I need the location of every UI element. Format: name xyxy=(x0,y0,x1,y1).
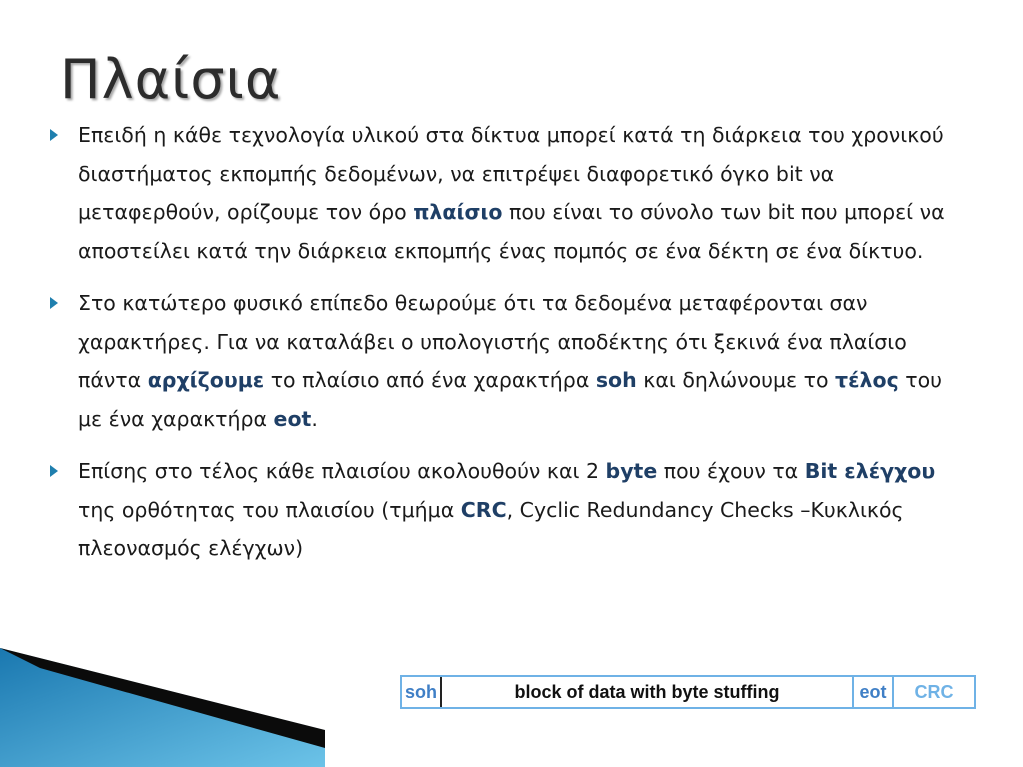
frame-soh-segment: soh xyxy=(402,677,442,707)
bullet-item xyxy=(50,452,950,568)
bullet-keyword: CRC xyxy=(460,497,507,522)
bullet-item xyxy=(50,116,950,270)
bullet-text: που είναι το σύνολο των bit που μπορεί να αποστείλει κατά την διάρκεια εκπομπής ένας πομπός σε ένα δέκτη σε ένα δίκτυο. xyxy=(78,200,945,263)
bullet-keyword: πλαίσιο xyxy=(413,200,503,224)
frame-crc-segment: CRC xyxy=(914,681,954,702)
bullet-text: , Cyclic Redundancy Checks –Κυκλικός πλεονασμός ελέγχων) xyxy=(78,497,904,560)
corner-decoration xyxy=(0,648,330,767)
bullet-text: Επίσης στο τέλος κάθε πλαισίου ακολουθούν και 2 xyxy=(78,459,606,483)
bullet-item xyxy=(50,284,950,438)
bullet-keyword: τέλος xyxy=(835,368,899,392)
bullet-keyword: byte xyxy=(605,459,658,483)
bullet-text: και δηλώνουμε το xyxy=(636,368,836,392)
bullet-list xyxy=(50,116,950,582)
bullet-text: Στο κατώτερο φυσικό επίπεδο θεωρούμε ότι τα δεδομένα μεταφέρονται σαν χαρακτήρες. Για να καταλάβει ο υπολογιστής αποδέκτης ότι ξεκινά ένα πλαίσιο πάντα xyxy=(78,291,907,392)
triangle-bullet-icon xyxy=(50,129,58,141)
frame-data-segment: block of data with byte stuffing xyxy=(442,677,854,707)
frame-diagram xyxy=(400,675,976,709)
frame-eot-segment: eot xyxy=(854,677,894,707)
slide-title: Πλαίσια xyxy=(60,48,282,111)
bullet-text: . xyxy=(311,406,318,431)
bullet-text: Επειδή η κάθε τεχνολογία υλικού στα δίκτυα μπορεί κατά τη διάρκεια του χρονικού διαστήματος εκπομπής δεδομένων, να επιτρέψει διαφορετικό όγκο bit να μεταφερθούν, ορίζουμε τον όρο xyxy=(78,123,944,224)
bullet-keyword: Bit ελέγχου xyxy=(804,459,936,483)
bullet-text: του με ένα χαρακτήρα xyxy=(78,368,943,431)
triangle-bullet-icon xyxy=(50,465,58,477)
bullet-text: που έχουν τα xyxy=(657,459,805,483)
bullet-keyword: eot xyxy=(273,406,312,431)
triangle-bullet-icon xyxy=(50,297,58,309)
bullet-text: της ορθότητας του πλαισίου (τμήμα xyxy=(78,497,461,522)
bullet-text: το πλαίσιο από ένα χαρακτήρα xyxy=(264,368,596,392)
bullet-keyword: soh xyxy=(595,368,637,392)
bullet-keyword: αρχίζουμε xyxy=(147,368,265,392)
